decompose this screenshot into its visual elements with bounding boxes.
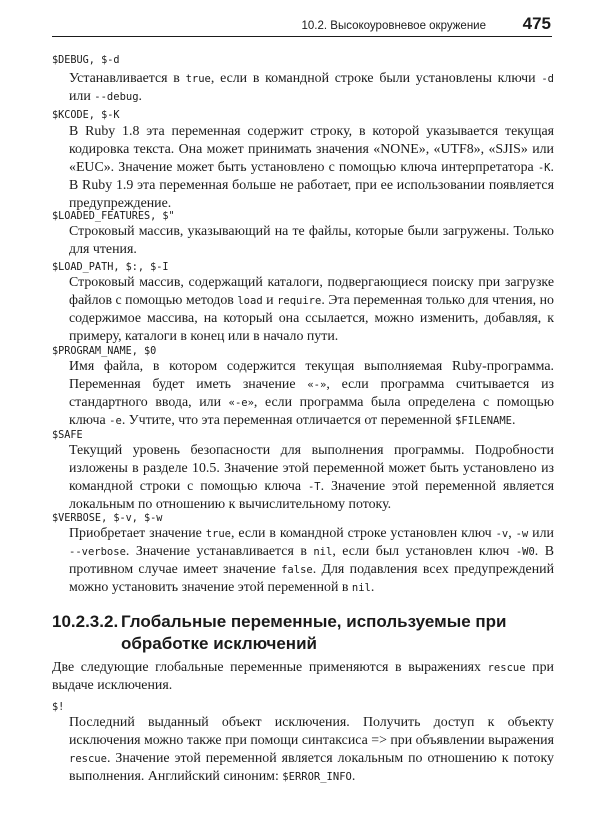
running-header <box>52 14 552 37</box>
inline-code: --verbose <box>69 546 126 558</box>
variable-term: $PROGRAM_NAME, $0 <box>52 346 157 357</box>
text-run: Строковый массив, указывающий на те файлы, которые были загружены. Только для чтения. <box>69 224 554 257</box>
inline-code: -K <box>537 162 551 174</box>
variable-description <box>69 274 554 346</box>
text-run: . Учтите, что эта переменная отличается от переменной <box>121 413 456 428</box>
text-run: . <box>512 413 516 428</box>
text-run: . <box>351 769 356 784</box>
inline-code: -T <box>307 481 321 493</box>
section-heading-line1: Глобальные переменные, используемые при <box>121 612 507 631</box>
text-run: . Эта переменная только для чтения, но содержимое массива, на который она ссылается, можно изменить, добавляя, к примеру, каталоги в конец или в начало пути. <box>69 293 554 344</box>
section-heading-number: 10.2.3.2. <box>52 612 119 631</box>
inline-code: nil <box>351 582 371 594</box>
variable-term: $VERBOSE, $-v, $-w <box>52 513 163 524</box>
inline-code: -e <box>109 415 122 427</box>
variable-description <box>69 358 554 430</box>
inline-code: true <box>205 528 232 540</box>
inline-code: true <box>185 73 211 85</box>
text-run: , если был установлен ключ <box>332 544 516 559</box>
variable-description <box>69 70 554 106</box>
text-run: Текущий уровень безопасности для выполнения программы. Подробности изложены в разделе 10.5. Значение этой переменной может быть установлено из командной строки с помощью ключа <box>69 443 554 494</box>
text-run: Имя файла, в котором содержится текущая выполняемая Ruby-программа. Переменная будет иметь значение <box>69 359 554 392</box>
inline-code: require <box>277 295 322 307</box>
variable-term: $LOAD_PATH, $:, $-I <box>52 262 169 273</box>
inline-code: -d <box>541 73 554 85</box>
text-run: В Ruby 1.8 эта переменная содержит строку, в которой указывается текущая кодировка текста. Она может принимать значения «NONE», «UTF8», «SJIS» или «EUC». Значение может быть установлено с помощью ключа интерпретатора <box>69 124 554 175</box>
text-run: . Значение этой переменной является локальным по отношению к потоку выполнения. Английский синоним: <box>69 751 554 784</box>
variable-description <box>69 442 554 514</box>
text-run: при выдаче исключения. <box>52 660 554 693</box>
inline-code: «-» <box>307 379 327 391</box>
variable-description <box>69 525 554 597</box>
variable-description <box>69 123 554 213</box>
inline-code: load <box>237 295 263 307</box>
intro-paragraph <box>52 659 554 695</box>
running-head-section-title: 10.2. Высокоуровневое окружение <box>301 20 486 32</box>
text-run: Устанавливается в <box>69 71 186 86</box>
text-run: Две следующие глобальные переменные применяются в выражениях <box>52 660 488 675</box>
inline-code: -w <box>515 528 529 540</box>
inline-code: --debug <box>94 91 139 103</box>
variable-term: $KCODE, $-K <box>52 110 120 121</box>
text-run: . <box>138 89 143 104</box>
text-run: Приобретает значение <box>69 526 206 541</box>
text-run: . Значение этой переменной является локальным по отношению к вычислительному потоку. <box>69 479 555 512</box>
text-run: или <box>69 89 95 104</box>
variable-term: $! <box>52 702 65 713</box>
section-heading-line2: обработке исключений <box>121 634 317 653</box>
inline-code: «-e» <box>228 397 254 409</box>
text-run: или <box>528 526 554 541</box>
variable-term: $SAFE <box>52 430 83 441</box>
text-run: , если в командной строке были установлены ключи <box>210 71 542 86</box>
text-run: Строковый массив, содержащий каталоги, подвергающиеся поиску при загрузке файлов с помощью методов <box>69 275 554 308</box>
variable-term: $DEBUG, $-d <box>52 55 120 66</box>
text-run: , если программа считывается из стандартного ввода, или <box>69 377 554 410</box>
text-run: , <box>508 526 516 541</box>
inline-code: rescue <box>487 662 526 674</box>
text-run: и <box>262 293 278 308</box>
text-run: . Значение устанавливается в <box>125 544 314 559</box>
variable-term: $LOADED_FEATURES, $" <box>52 211 175 222</box>
inline-code: -v <box>495 528 509 540</box>
inline-code: -W0 <box>515 546 535 558</box>
inline-code: $ERROR_INFO <box>282 771 352 783</box>
text-run: , если в командной строке установлен ключ <box>231 526 496 541</box>
section-heading <box>52 611 552 655</box>
variable-description <box>69 714 554 786</box>
page-number: 475 <box>522 14 551 33</box>
inline-code: rescue <box>69 753 107 765</box>
variable-description <box>69 223 554 259</box>
text-run: . Для подавления всех предупреждений можно установить значение этой переменной в <box>69 562 555 595</box>
text-run: , если программа была определена с помощью ключа <box>69 395 554 428</box>
text-run: Последний выданный объект исключения. Получить доступ к объекту исключения можно также при помощи синтаксиса => при объявлении выражения <box>69 715 554 748</box>
inline-code: false <box>281 564 313 576</box>
text-run: . В противном случае имеет значение <box>69 544 555 577</box>
inline-code: $FILENAME <box>455 415 512 427</box>
text-run: . <box>370 580 375 595</box>
text-run: . В Ruby 1.9 эта переменная больше не работает, при ее использовании появляется предупреждение. <box>69 160 554 211</box>
inline-code: nil <box>313 546 333 558</box>
